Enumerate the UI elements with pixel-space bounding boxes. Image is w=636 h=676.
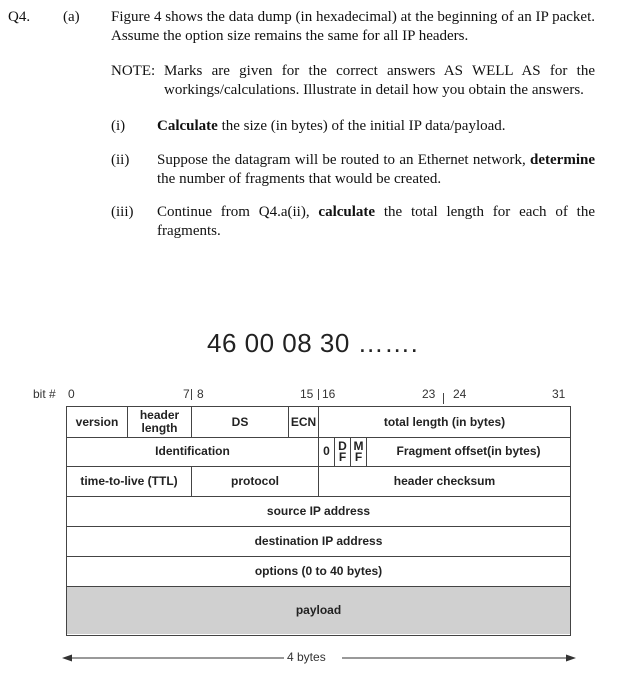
bit-number-16: 16 <box>322 387 336 401</box>
item-i-verb: Calculate <box>157 118 218 134</box>
bit-boundary-tick-16 <box>318 389 319 400</box>
item-i-text <box>157 117 595 136</box>
arrow-left-icon <box>62 655 72 662</box>
flag-df-letter-d: D <box>338 438 347 453</box>
item-iii-number: (iii) <box>111 204 134 220</box>
field-version: version <box>75 414 119 429</box>
item-i-rest: the size (in bytes) of the initial IP data/payload. <box>217 118 506 134</box>
data-dump: 46 00 08 30 ……. <box>207 328 419 358</box>
bit-number-31: 31 <box>552 387 566 401</box>
flag-reserved-zero: 0 <box>323 444 330 458</box>
bit-number-15: 15 <box>300 387 314 401</box>
arrow-right-icon <box>566 655 576 662</box>
bit-boundary-tick-24 <box>443 393 444 404</box>
note-text: Marks are given for the correct answers AS WELL AS for the workings/calculations. Illustrate in detail how you obtain the answers. <box>164 63 595 98</box>
bit-number-0: 0 <box>68 387 75 401</box>
flag-mf-letter-m: M <box>353 438 364 453</box>
field-protocol: protocol <box>231 473 279 488</box>
item-iii-text <box>157 203 595 241</box>
field-header-length: header length <box>139 408 180 435</box>
flag-more-fragments <box>351 437 366 466</box>
bit-boundary-tick-8 <box>191 389 192 400</box>
item-iii-verb: calculate <box>318 204 376 220</box>
bit-number-24: 24 <box>453 387 467 401</box>
item-ii-verb: determine <box>530 152 595 168</box>
question-number: Q4. <box>8 9 31 25</box>
item-ii-pre: Suppose the datagram will be routed to an Ethernet network, <box>157 152 531 168</box>
field-source-ip: source IP address <box>266 503 371 518</box>
flag-df-letter-f: F <box>338 449 347 464</box>
item-iii-pre: Continue from Q4.a(ii), <box>157 204 319 220</box>
bit-number-8: 8 <box>197 387 204 401</box>
field-payload: payload <box>295 602 342 617</box>
flag-dont-fragment <box>335 437 350 466</box>
field-ds: DS <box>231 414 249 429</box>
field-identification: Identification <box>155 444 230 458</box>
bit-label: bit # <box>33 387 56 401</box>
item-i-number: (i) <box>111 118 126 134</box>
field-ttl: time-to-live (TTL) <box>80 473 178 488</box>
question-intro: Figure 4 shows the data dump (in hexadecimal) at the beginning of an IP packet. Assume the option size remains the same for all IP headers. <box>111 9 595 44</box>
field-options: options (0 to 40 bytes) <box>254 563 383 578</box>
item-ii-text <box>157 151 595 189</box>
bit-number-7: 7 <box>183 387 190 401</box>
note-label: NOTE: <box>111 63 156 79</box>
field-ecn: ECN <box>290 414 317 429</box>
flag-mf-letter-f: F <box>354 449 363 464</box>
field-destination-ip: destination IP address <box>254 533 383 548</box>
item-ii-number: (ii) <box>111 152 130 168</box>
field-fragment-offset: Fragment offset(in bytes) <box>396 444 541 458</box>
field-total-length: total length (in bytes) <box>383 414 506 429</box>
width-label: 4 bytes <box>287 650 326 664</box>
item-iii-rest: the total length for each of the fragments. <box>157 204 595 239</box>
bit-number-23: 23 <box>422 387 436 401</box>
item-ii-rest: the number of fragments that would be created. <box>157 171 442 187</box>
field-header-checksum: header checksum <box>393 473 496 488</box>
question-part: (a) <box>63 9 80 25</box>
